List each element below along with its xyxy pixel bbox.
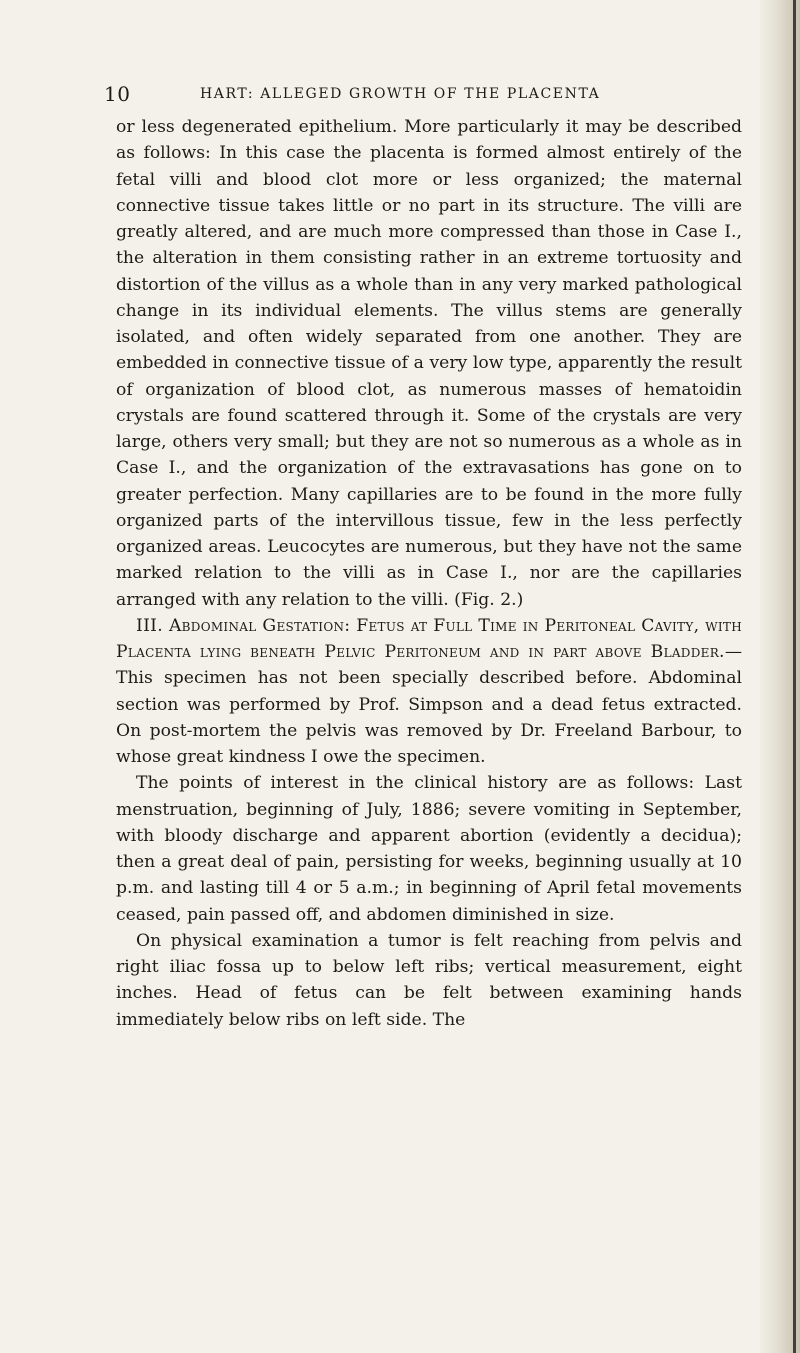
page-number: 10 — [104, 82, 131, 106]
section-text: —This specimen has not been specially described before. Abdominal section was performed by Prof. Simpson and a dead fetus extracted. On post-mortem the pelvis was removed by Dr. Freeland Barbour, to whose great kindness I owe the specimen. — [116, 642, 742, 767]
section-heading: III. Abdominal Gestation: Fetus at Full Time in Peritoneal Cavity, with Placenta lying beneath Pelvic Peritoneum and in part above Bladder. — [116, 615, 742, 662]
paragraph-clinical-history: The points of interest in the clinical history are as follows: Last menstruation, beginning of July, 1886; severe vomiting in September, with bloody discharge and apparent abortion (evidently a decidua); then a great deal of pain, persisting for weeks, beginning usually at 10 p.m. and lasting till 4 or 5 a.m.; in beginning of April fetal movements ceased, pain passed off, and abdomen diminished in size. — [116, 773, 742, 925]
page-header — [104, 82, 744, 108]
paragraph-continued: or less degenerated epithelium. More particularly it may be described as follows: In this case the placenta is formed almost entirely of the fetal villi and blood clot more or less organized; the maternal connective tissue takes little or no part in its structure. The villi are greatly altered, and are much more compressed than those in Case I., the alteration in them consisting rather in an extreme tortuosity and distortion of the villus as a whole than in any very marked pathological change in its individual elements. The villus stems are generally isolated, and often widely separated from one another. They are embedded in connective tissue of a very low type, apparently the result of organization of blood clot, as numerous masses of hematoidin crystals are found scattered through it. Some of the crystals are very large, others very small; but they are not so numerous as a whole as in Case I., and the organization of the extravasations has gone on to greater perfection. Many capillaries are to be found in the more fully organized parts of the intervillous tissue, few in the less perfectly organized areas. Leucocytes are numerous, but they have not the same marked relation to the villi as in Case I., nor are the capillaries arranged with any relation to the villi. (Fig. 2.) — [116, 117, 742, 610]
body-text — [116, 114, 742, 1033]
section-paragraph — [116, 613, 742, 771]
page-edge — [760, 0, 800, 1353]
running-head: HART: ALLEGED GROWTH OF THE PLACENTA — [200, 86, 601, 102]
paragraph-physical-examination: On physical examination a tumor is felt reaching from pelvis and right iliac fossa up to below left ribs; vertical measurement, eight inches. Head of fetus can be felt between examining hands immediately below ribs on left side. The — [116, 930, 742, 1030]
